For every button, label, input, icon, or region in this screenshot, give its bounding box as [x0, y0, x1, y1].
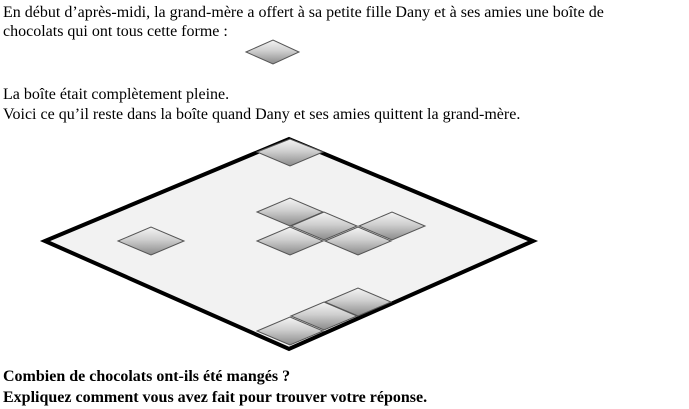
example-chocolate-shape: [246, 40, 299, 64]
intro-line-2: chocolats qui ont tous cette forme :: [3, 23, 228, 40]
intro-line-4: Voici ce qu’il reste dans la boîte quand Dany et ses amies quittent la grand-mère.: [3, 106, 521, 123]
question-line-1: Combien de chocolats ont-ils été mangés ?: [3, 368, 291, 385]
intro-line-1: En début d’après-midi, la grand-mère a offert à sa petite fille Dany et à ses amies une boîte de: [3, 4, 604, 21]
intro-line-3: La boîte était complètement pleine.: [3, 86, 230, 103]
question-line-2: Expliquez comment vous avez fait pour trouver votre réponse.: [3, 389, 428, 406]
